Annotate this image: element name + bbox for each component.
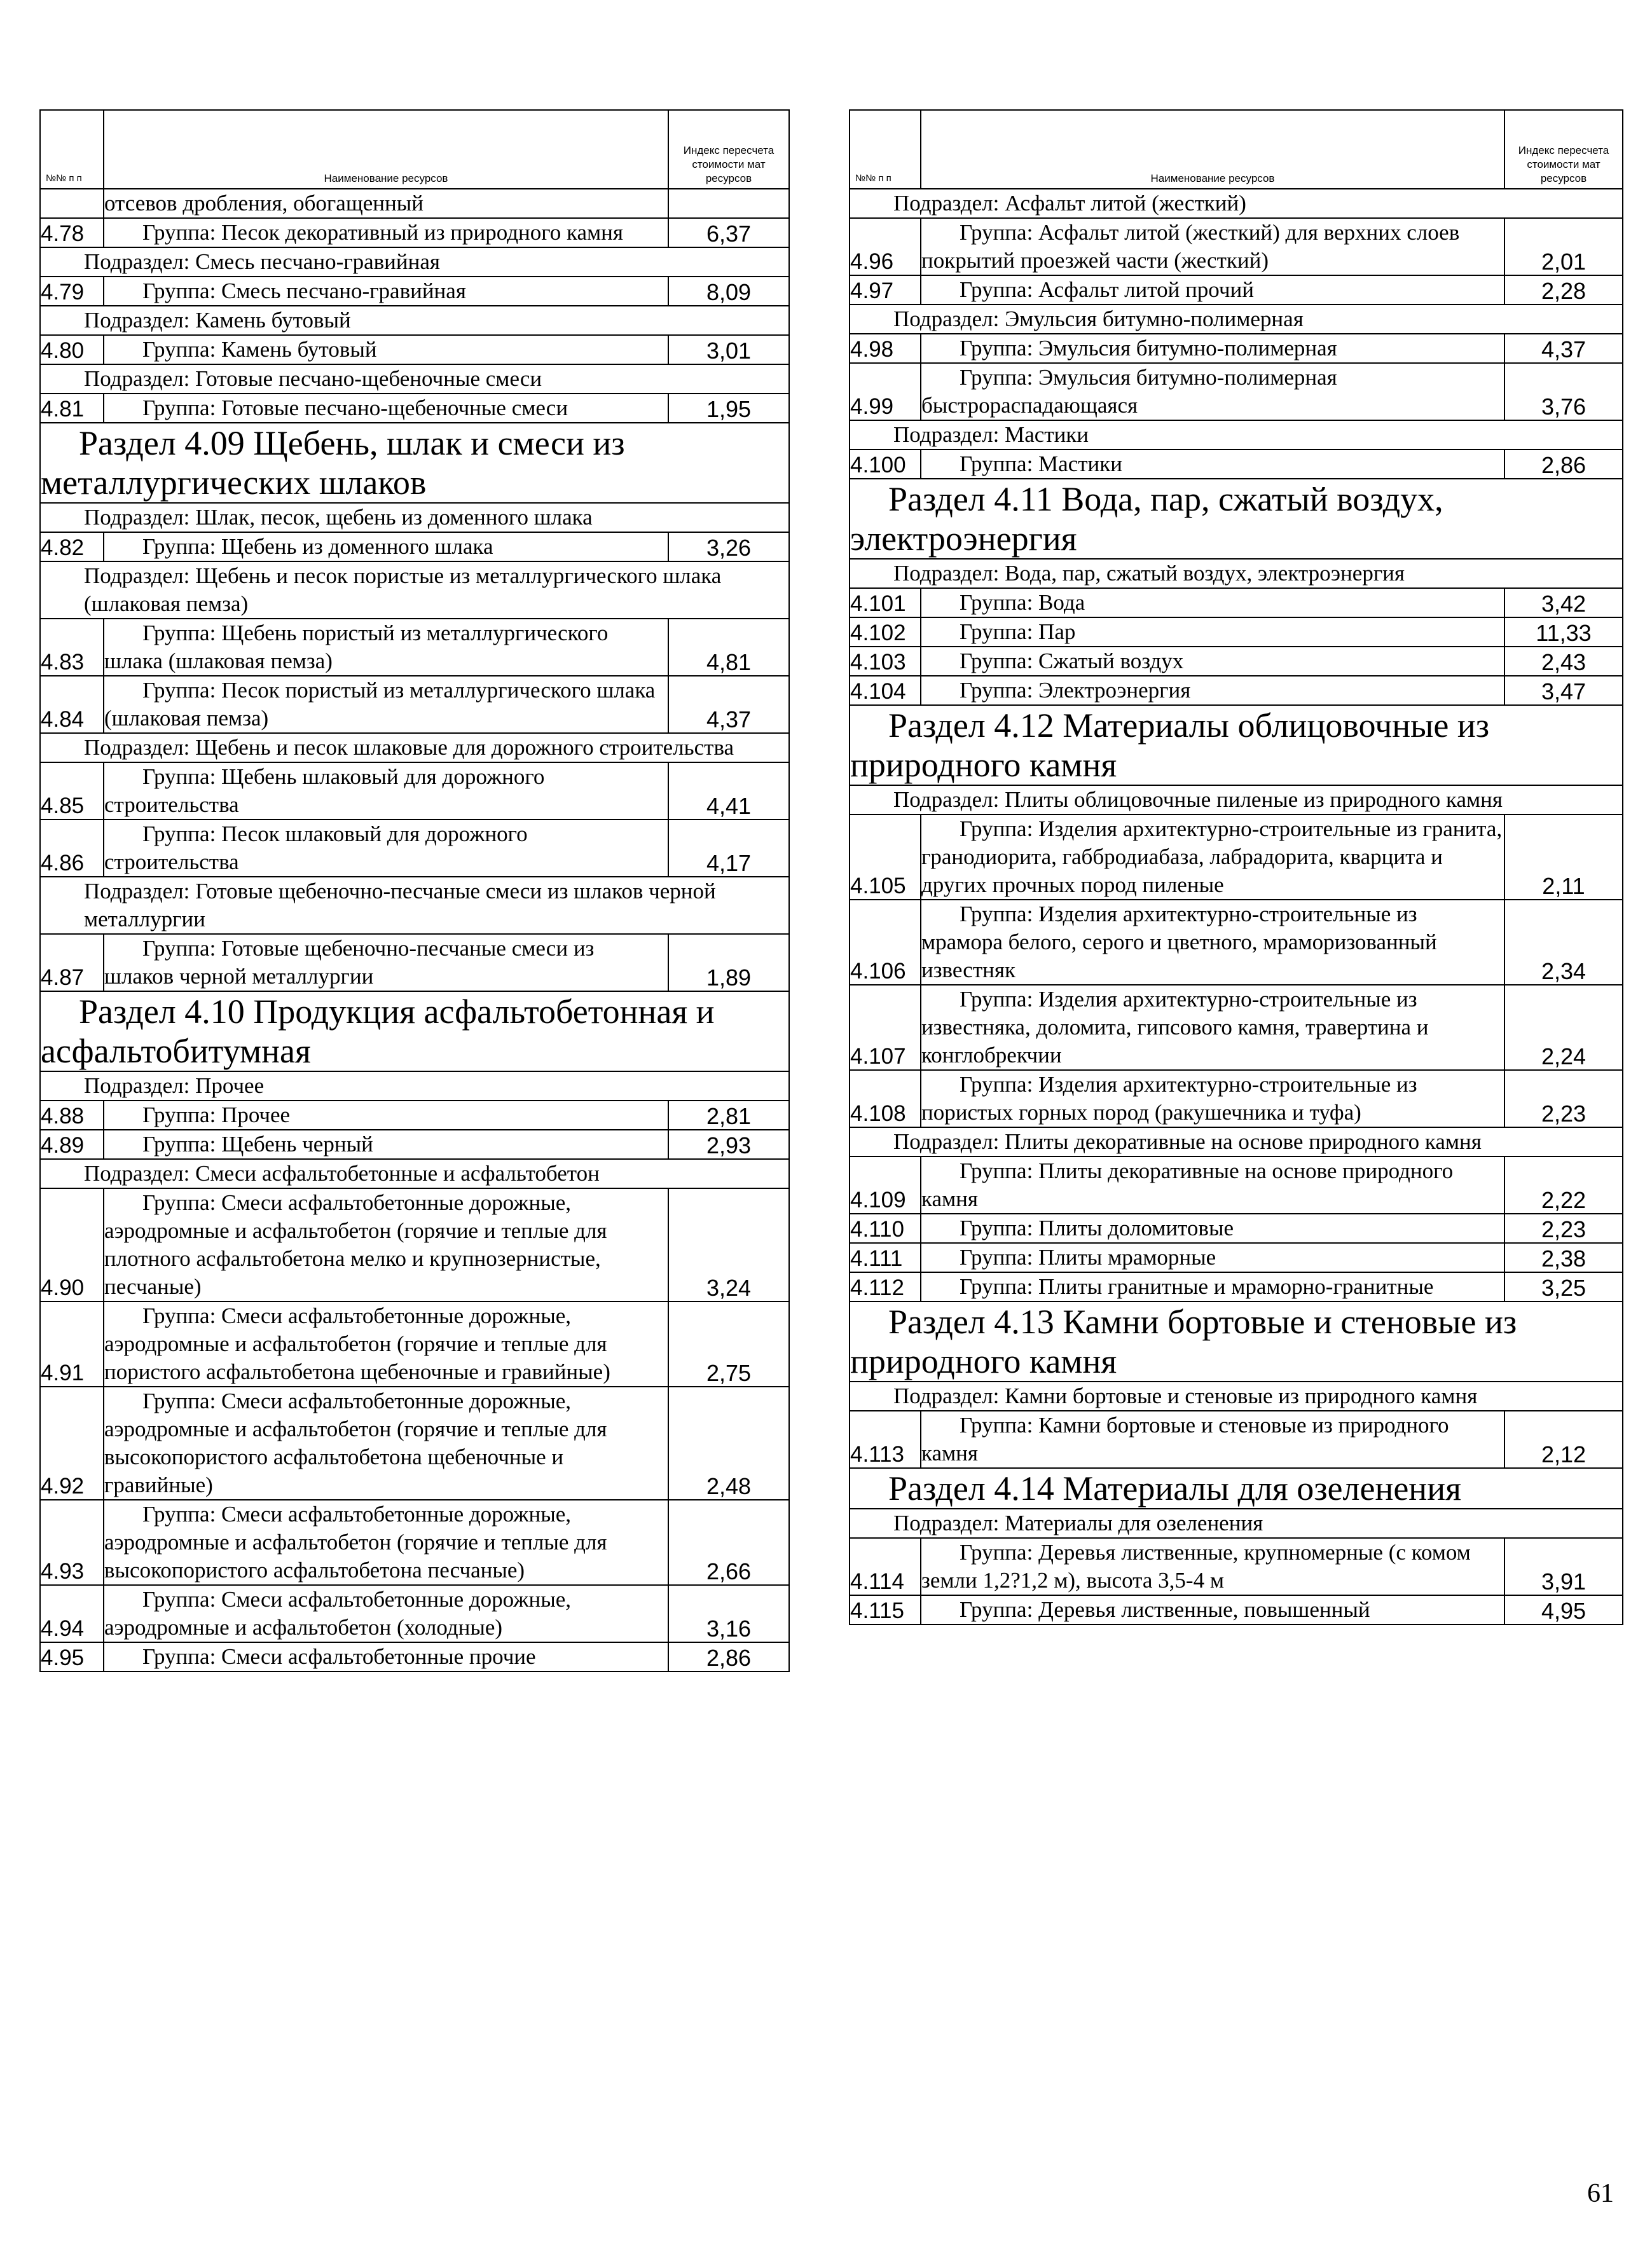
resource-name: Группа: Сжатый воздух bbox=[921, 647, 1504, 676]
subsection-row bbox=[850, 189, 1623, 218]
table-row bbox=[850, 985, 1623, 1070]
table-row bbox=[40, 335, 789, 364]
table-row bbox=[40, 1188, 789, 1301]
row-number: 4.84 bbox=[40, 676, 104, 733]
table-row bbox=[40, 676, 789, 733]
resource-name: Группа: Изделия архитектурно-строительные из пористых горных пород (ракушечника и туфа) bbox=[921, 1070, 1504, 1127]
section-heading: Раздел 4.14 Материалы для озеленения bbox=[850, 1468, 1623, 1509]
row-number: 4.78 bbox=[40, 218, 104, 247]
index-value: 2,23 bbox=[1504, 1214, 1623, 1243]
row-number: 4.111 bbox=[850, 1243, 921, 1272]
subsection-row bbox=[850, 305, 1623, 334]
table-row bbox=[40, 1301, 789, 1387]
index-value: 3,01 bbox=[668, 335, 789, 364]
subsection-heading: Подраздел: Готовые песчано-щебеночные смеси bbox=[40, 364, 789, 394]
subsection-heading: Подраздел: Камень бутовый bbox=[40, 306, 789, 335]
index-value: 3,91 bbox=[1504, 1538, 1623, 1595]
table-row bbox=[850, 814, 1623, 900]
table-row bbox=[850, 275, 1623, 305]
resource-name: Группа: Щебень пористый из металлургического шлака (шлаковая пемза) bbox=[104, 619, 668, 676]
table-row bbox=[40, 762, 789, 820]
index-value: 2,86 bbox=[668, 1642, 789, 1672]
index-value: 2,38 bbox=[1504, 1243, 1623, 1272]
resource-name: Группа: Готовые песчано-щебеночные смеси bbox=[104, 394, 668, 423]
row-number: 4.114 bbox=[850, 1538, 921, 1595]
subsection-heading: Подраздел: Материалы для озеленения bbox=[850, 1509, 1623, 1538]
index-value: 2,24 bbox=[1504, 985, 1623, 1070]
subsection-heading: Подраздел: Смесь песчано-гравийная bbox=[40, 247, 789, 277]
resource-name: Группа: Изделия архитектурно-строительные из известняка, доломита, гипсового камня, травертина и конглобрекчии bbox=[921, 985, 1504, 1070]
left-resource-table bbox=[39, 109, 790, 1672]
subsection-heading: Подраздел: Плиты облицовочные пиленые из природного камня bbox=[850, 785, 1623, 814]
row-number: 4.79 bbox=[40, 277, 104, 306]
subsection-row bbox=[850, 1509, 1623, 1538]
index-value: 3,47 bbox=[1504, 676, 1623, 705]
table-row bbox=[850, 1411, 1623, 1468]
subsection-row bbox=[850, 1127, 1623, 1157]
resource-name: Группа: Изделия архитектурно-строительные из мрамора белого, серого и цветного, мраморизованный известняк bbox=[921, 900, 1504, 985]
resource-name: Группа: Пар bbox=[921, 617, 1504, 647]
index-value: 3,42 bbox=[1504, 588, 1623, 617]
subsection-heading: Подраздел: Камни бортовые и стеновые из природного камня bbox=[850, 1382, 1623, 1411]
index-value: 3,16 bbox=[668, 1585, 789, 1642]
row-number: 4.103 bbox=[850, 647, 921, 676]
header-index: Индекс пересчета стоимости мат ресурсов bbox=[668, 110, 789, 189]
index-value: 3,26 bbox=[668, 532, 789, 561]
section-heading: Раздел 4.10 Продукция асфальтобетонная и асфальтобитумная bbox=[40, 991, 789, 1071]
row-number: 4.85 bbox=[40, 762, 104, 820]
table-row bbox=[40, 394, 789, 423]
row-number: 4.86 bbox=[40, 820, 104, 877]
table-row bbox=[850, 450, 1623, 479]
resource-name: Группа: Плиты гранитные и мраморно-гранитные bbox=[921, 1272, 1504, 1301]
resource-name: Группа: Смеси асфальтобетонные дорожные, аэродромные и асфальтобетон (горячие и теплые для плотного асфальтобетона мелко и крупнозернистые, песчаные) bbox=[104, 1188, 668, 1301]
row-number: 4.88 bbox=[40, 1101, 104, 1130]
table-row bbox=[40, 532, 789, 561]
index-value: 2,01 bbox=[1504, 218, 1623, 275]
subsection-row bbox=[40, 364, 789, 394]
row-number: 4.97 bbox=[850, 275, 921, 305]
table-row bbox=[40, 277, 789, 306]
resource-name: Группа: Камень бутовый bbox=[104, 335, 668, 364]
table-row bbox=[850, 647, 1623, 676]
table-row bbox=[40, 1500, 789, 1585]
row-number: 4.87 bbox=[40, 934, 104, 991]
row-number: 4.95 bbox=[40, 1642, 104, 1672]
resource-name: Группа: Щебень шлаковый для дорожного строительства bbox=[104, 762, 668, 820]
resource-name: Группа: Готовые щебеночно-песчаные смеси из шлаков черной металлургии bbox=[104, 934, 668, 991]
row-number: 4.108 bbox=[850, 1070, 921, 1127]
row-number: 4.92 bbox=[40, 1387, 104, 1500]
row-number: 4.100 bbox=[850, 450, 921, 479]
row-number: 4.105 bbox=[850, 814, 921, 900]
table-row bbox=[850, 617, 1623, 647]
index-value: 2,34 bbox=[1504, 900, 1623, 985]
table-row bbox=[40, 1585, 789, 1642]
header-num: №№ п п bbox=[850, 110, 921, 189]
section-row bbox=[850, 705, 1623, 785]
index-value: 3,76 bbox=[1504, 363, 1623, 420]
row-number: 4.89 bbox=[40, 1130, 104, 1159]
index-value: 1,89 bbox=[668, 934, 789, 991]
subsection-heading: Подраздел: Вода, пар, сжатый воздух, электроэнергия bbox=[850, 559, 1623, 588]
resource-name: Группа: Эмульсия битумно-полимерная быстрораспадающаяся bbox=[921, 363, 1504, 420]
section-heading: Раздел 4.11 Вода, пар, сжатый воздух, электроэнергия bbox=[850, 479, 1623, 559]
row-number: 4.90 bbox=[40, 1188, 104, 1301]
right-table-body bbox=[850, 110, 1623, 1624]
index-value: 2,22 bbox=[1504, 1157, 1623, 1214]
section-row bbox=[850, 1468, 1623, 1509]
row-number: 4.110 bbox=[850, 1214, 921, 1243]
subsection-heading: Подраздел: Щебень и песок пористые из металлургического шлака (шлаковая пемза) bbox=[40, 561, 789, 619]
subsection-row bbox=[40, 503, 789, 532]
resource-name: Группа: Вода bbox=[921, 588, 1504, 617]
subsection-row bbox=[850, 559, 1623, 588]
subsection-heading: Подраздел: Шлак, песок, щебень из доменного шлака bbox=[40, 503, 789, 532]
index-value: 4,37 bbox=[668, 676, 789, 733]
index-value: 4,37 bbox=[1504, 334, 1623, 363]
index-value: 3,24 bbox=[668, 1188, 789, 1301]
header-index: Индекс пересчета стоимости мат ресурсов bbox=[1504, 110, 1623, 189]
index-value: 1,95 bbox=[668, 394, 789, 423]
resource-name: Группа: Смеси асфальтобетонные дорожные, аэродромные и асфальтобетон (холодные) bbox=[104, 1585, 668, 1642]
resource-name: отсевов дробления, обогащенный bbox=[104, 189, 668, 218]
resource-name: Группа: Плиты доломитовые bbox=[921, 1214, 1504, 1243]
table-row bbox=[40, 934, 789, 991]
subsection-heading: Подраздел: Мастики bbox=[850, 420, 1623, 450]
subsection-row bbox=[850, 1382, 1623, 1411]
index-value: 2,48 bbox=[668, 1387, 789, 1500]
resource-name: Группа: Щебень из доменного шлака bbox=[104, 532, 668, 561]
row-number: 4.102 bbox=[850, 617, 921, 647]
row-number: 4.94 bbox=[40, 1585, 104, 1642]
subsection-heading: Подраздел: Готовые щебеночно-песчаные смеси из шлаков черной металлургии bbox=[40, 877, 789, 934]
section-row bbox=[850, 479, 1623, 559]
subsection-heading: Подраздел: Смеси асфальтобетонные и асфальтобетон bbox=[40, 1159, 789, 1188]
table-row bbox=[850, 363, 1623, 420]
header-name: Наименование ресурсов bbox=[104, 110, 668, 189]
index-value bbox=[668, 189, 789, 218]
resource-name: Группа: Смеси асфальтобетонные прочие bbox=[104, 1642, 668, 1672]
table-row bbox=[850, 218, 1623, 275]
subsection-row bbox=[40, 1159, 789, 1188]
page-number: 61 bbox=[1587, 2179, 1614, 2208]
row-number: 4.93 bbox=[40, 1500, 104, 1585]
section-row bbox=[40, 423, 789, 503]
row-number: 4.98 bbox=[850, 334, 921, 363]
table-row bbox=[40, 619, 789, 676]
resource-name: Группа: Изделия архитектурно-строительные из гранита, гранодиорита, габбродиабаза, лабрадорита, кварцита и других прочных пород пиленые bbox=[921, 814, 1504, 900]
resource-name: Группа: Смеси асфальтобетонные дорожные, аэродромные и асфальтобетон (горячие и теплые для высокопористого асфальтобетона песчаные) bbox=[104, 1500, 668, 1585]
subsection-row bbox=[40, 1071, 789, 1101]
resource-name: Группа: Деревья лиственные, повышенный bbox=[921, 1595, 1504, 1624]
resource-name: Группа: Эмульсия битумно-полимерная bbox=[921, 334, 1504, 363]
subsection-heading: Подраздел: Плиты декоративные на основе природного камня bbox=[850, 1127, 1623, 1157]
index-value: 2,43 bbox=[1504, 647, 1623, 676]
subsection-row bbox=[40, 247, 789, 277]
index-value: 4,17 bbox=[668, 820, 789, 877]
subsection-heading: Подраздел: Эмульсия битумно-полимерная bbox=[850, 305, 1623, 334]
table-row bbox=[850, 676, 1623, 705]
resource-name: Группа: Смеси асфальтобетонные дорожные, аэродромные и асфальтобетон (горячие и теплые для пористого асфальтобетона щебеночные и гравийные) bbox=[104, 1301, 668, 1387]
section-heading: Раздел 4.13 Камни бортовые и стеновые из природного камня bbox=[850, 1301, 1623, 1382]
right-resource-table bbox=[849, 109, 1623, 1625]
index-value: 11,33 bbox=[1504, 617, 1623, 647]
resource-name: Группа: Щебень черный bbox=[104, 1130, 668, 1159]
resource-name: Группа: Камни бортовые и стеновые из природного камня bbox=[921, 1411, 1504, 1468]
row-number: 4.96 bbox=[850, 218, 921, 275]
index-value: 2,93 bbox=[668, 1130, 789, 1159]
index-value: 4,81 bbox=[668, 619, 789, 676]
row-number: 4.107 bbox=[850, 985, 921, 1070]
resource-name: Группа: Асфальт литой прочий bbox=[921, 275, 1504, 305]
resource-name: Группа: Деревья лиственные, крупномерные (с комом земли 1,2?1,2 м), высота 3,5-4 м bbox=[921, 1538, 1504, 1595]
row-number: 4.83 bbox=[40, 619, 104, 676]
subsection-heading: Подраздел: Прочее bbox=[40, 1071, 789, 1101]
resource-name: Группа: Песок пористый из металлургического шлака (шлаковая пемза) bbox=[104, 676, 668, 733]
table-row bbox=[40, 218, 789, 247]
index-value: 6,37 bbox=[668, 218, 789, 247]
row-number: 4.106 bbox=[850, 900, 921, 985]
resource-name: Группа: Асфальт литой (жесткий) для верхних слоев покрытий проезжей части (жесткий) bbox=[921, 218, 1504, 275]
resource-name: Группа: Электроэнергия bbox=[921, 676, 1504, 705]
row-number: 4.81 bbox=[40, 394, 104, 423]
table-row bbox=[850, 1243, 1623, 1272]
index-value: 2,66 bbox=[668, 1500, 789, 1585]
row-number: 4.109 bbox=[850, 1157, 921, 1214]
index-value: 8,09 bbox=[668, 277, 789, 306]
subsection-row bbox=[40, 561, 789, 619]
row-number: 4.91 bbox=[40, 1301, 104, 1387]
row-number: 4.80 bbox=[40, 335, 104, 364]
table-row bbox=[40, 1101, 789, 1130]
index-value: 3,25 bbox=[1504, 1272, 1623, 1301]
table-row bbox=[850, 1538, 1623, 1595]
index-value: 2,12 bbox=[1504, 1411, 1623, 1468]
index-value: 2,75 bbox=[668, 1301, 789, 1387]
row-number: 4.82 bbox=[40, 532, 104, 561]
resource-name: Группа: Смеси асфальтобетонные дорожные, аэродромные и асфальтобетон (горячие и теплые для высокопористого асфальтобетона щебеночные и гравийные) bbox=[104, 1387, 668, 1500]
index-value: 2,86 bbox=[1504, 450, 1623, 479]
subsection-row bbox=[40, 877, 789, 934]
row-number: 4.115 bbox=[850, 1595, 921, 1624]
index-value: 4,95 bbox=[1504, 1595, 1623, 1624]
section-row bbox=[40, 991, 789, 1071]
table-row bbox=[850, 588, 1623, 617]
table-row bbox=[850, 1595, 1623, 1624]
subsection-row bbox=[850, 785, 1623, 814]
left-header-row bbox=[40, 110, 789, 189]
table-row bbox=[850, 1157, 1623, 1214]
resource-name: Группа: Смесь песчано-гравийная bbox=[104, 277, 668, 306]
section-heading: Раздел 4.12 Материалы облицовочные из природного камня bbox=[850, 705, 1623, 785]
table-row bbox=[850, 1214, 1623, 1243]
section-row bbox=[850, 1301, 1623, 1382]
header-name: Наименование ресурсов bbox=[921, 110, 1504, 189]
row-number: 4.113 bbox=[850, 1411, 921, 1468]
subsection-row bbox=[850, 420, 1623, 450]
table-row bbox=[40, 1130, 789, 1159]
resource-name: Группа: Плиты декоративные на основе природного камня bbox=[921, 1157, 1504, 1214]
row-number: 4.104 bbox=[850, 676, 921, 705]
table-row bbox=[40, 820, 789, 877]
index-value: 2,23 bbox=[1504, 1070, 1623, 1127]
row-number: 4.99 bbox=[850, 363, 921, 420]
resource-name: Группа: Песок шлаковый для дорожного строительства bbox=[104, 820, 668, 877]
right-header-row bbox=[850, 110, 1623, 189]
index-value: 2,81 bbox=[668, 1101, 789, 1130]
index-value: 4,41 bbox=[668, 762, 789, 820]
table-row bbox=[850, 1272, 1623, 1301]
subsection-heading: Подраздел: Асфальт литой (жесткий) bbox=[850, 189, 1623, 218]
table-row bbox=[850, 1070, 1623, 1127]
row-number bbox=[40, 189, 104, 218]
resource-name: Группа: Прочее bbox=[104, 1101, 668, 1130]
subsection-row bbox=[40, 733, 789, 762]
table-row bbox=[40, 1642, 789, 1672]
table-row bbox=[40, 189, 789, 218]
table-row bbox=[40, 1387, 789, 1500]
left-table-body bbox=[40, 110, 789, 1672]
resource-name: Группа: Плиты мраморные bbox=[921, 1243, 1504, 1272]
index-value: 2,11 bbox=[1504, 814, 1623, 900]
row-number: 4.101 bbox=[850, 588, 921, 617]
section-heading: Раздел 4.09 Щебень, шлак и смеси из металлургических шлаков bbox=[40, 423, 789, 503]
table-row bbox=[850, 900, 1623, 985]
resource-name: Группа: Песок декоративный из природного камня bbox=[104, 218, 668, 247]
resource-name: Группа: Мастики bbox=[921, 450, 1504, 479]
header-num: №№ п п bbox=[40, 110, 104, 189]
subsection-row bbox=[40, 306, 789, 335]
index-value: 2,28 bbox=[1504, 275, 1623, 305]
subsection-heading: Подраздел: Щебень и песок шлаковые для дорожного строительства bbox=[40, 733, 789, 762]
row-number: 4.112 bbox=[850, 1272, 921, 1301]
table-row bbox=[850, 334, 1623, 363]
